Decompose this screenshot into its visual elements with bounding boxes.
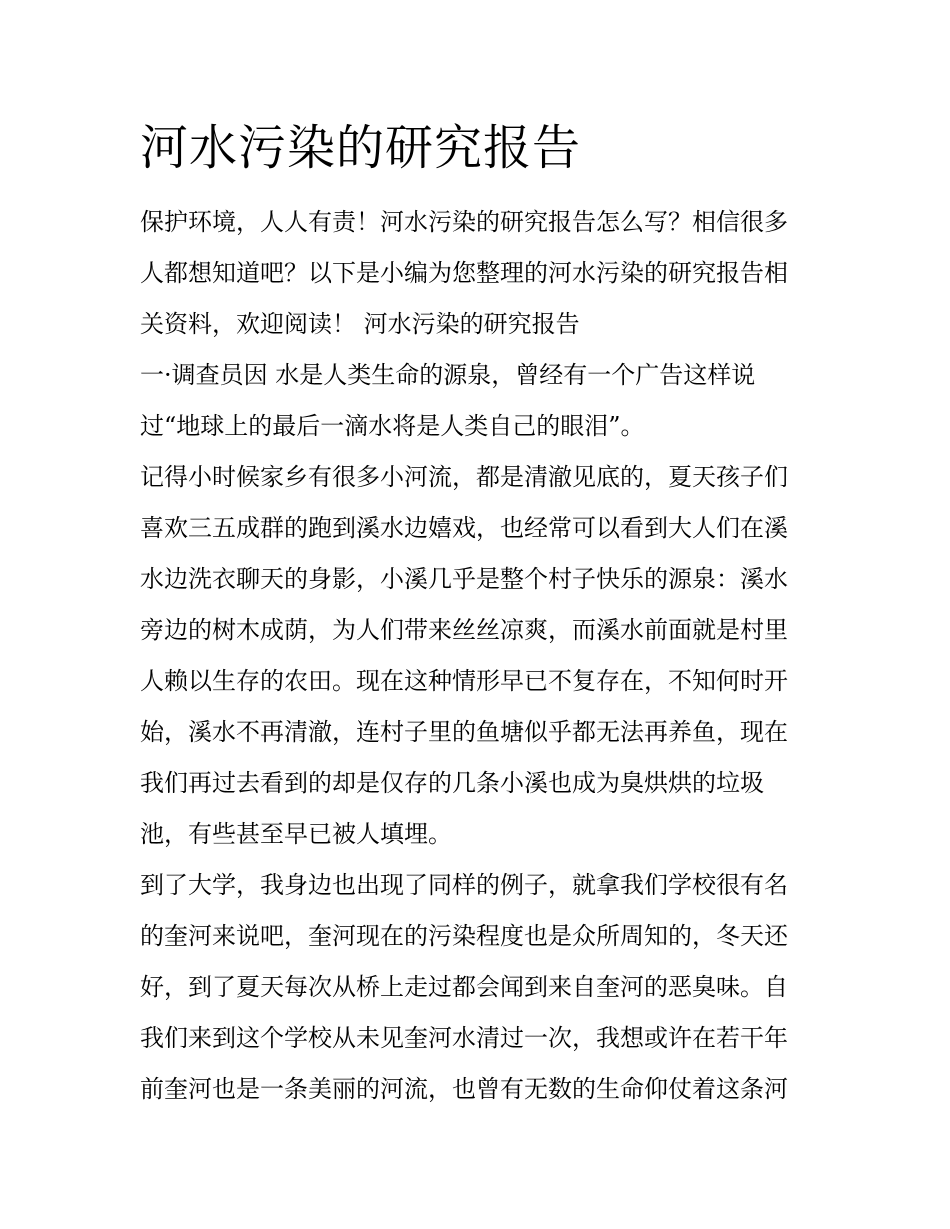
body-line: 我们来到这个学校从未见奎河水清过一次，我想或许在若干年 xyxy=(140,1024,788,1052)
body-line: 池，有些甚至早已被人填埋。 xyxy=(140,820,452,848)
body-line: 人赖以生存的农田。现在这种情形早已不复存在，不知何时开 xyxy=(140,667,788,695)
body-line: 水边洗衣聊天的身影，小溪几乎是整个村子快乐的源泉：溪水 xyxy=(140,565,788,593)
document-title: 河水污染的研究报告 xyxy=(140,120,582,176)
body-line: 旁边的树木成荫，为人们带来丝丝凉爽，而溪水前面就是村里 xyxy=(140,616,788,644)
body-line: 关资料，欢迎阅读！ 河水污染的研究报告 xyxy=(140,310,580,338)
body-line: 前奎河也是一条美丽的河流，也曾有无数的生命仰仗着这条河 xyxy=(140,1075,788,1103)
body-line: 我们再过去看到的却是仅存的几条小溪也成为臭烘烘的垃圾 xyxy=(140,769,764,797)
body-line: 好，到了夏天每次从桥上走过都会闻到来自奎河的恶臭味。自 xyxy=(140,973,788,1001)
body-line: 人都想知道吧？以下是小编为您整理的河水污染的研究报告相 xyxy=(140,259,788,287)
body-line: 始，溪水不再清澈，连村子里的鱼塘似乎都无法再养鱼，现在 xyxy=(140,718,788,746)
body-line: 记得小时候家乡有很多小河流，都是清澈见底的，夏天孩子们 xyxy=(140,463,788,491)
body-line: 到了大学，我身边也出现了同样的例子，就拿我们学校很有名 xyxy=(140,871,788,899)
body-line: 一·调查员因 水是人类生命的源泉，曾经有一个广告这样说 xyxy=(140,361,756,389)
body-line: 过“地球上的最后一滴水将是人类自己的眼泪”。 xyxy=(140,412,645,440)
body-line: 保护环境，人人有责！河水污染的研究报告怎么写？相信很多 xyxy=(140,208,788,236)
body-line: 的奎河来说吧，奎河现在的污染程度也是众所周知的，冬天还 xyxy=(140,922,788,950)
body-line: 喜欢三五成群的跑到溪水边嬉戏，也经常可以看到大人们在溪 xyxy=(140,514,788,542)
